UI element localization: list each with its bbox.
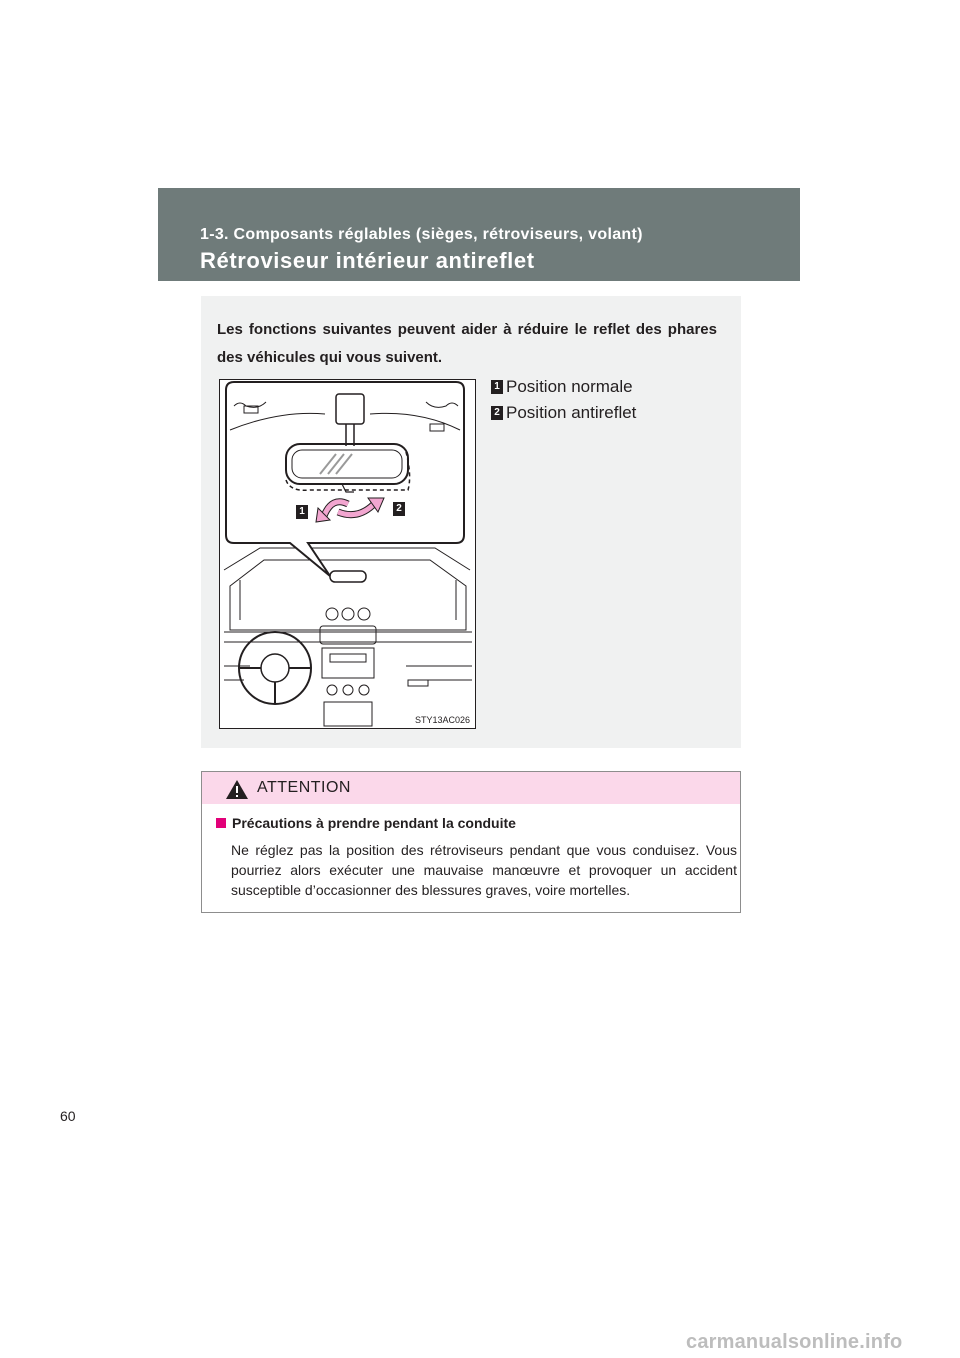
legend-item-2 [491,401,636,425]
page-number: 60 [60,1108,76,1124]
section-label: 1-3. Composants réglables (sièges, rétroviseurs, volant) [200,226,643,243]
callout-number-2: 2 [393,502,405,516]
warning-triangle-icon [226,780,248,799]
legend-item-1 [491,375,633,399]
callout-number-1: 1 [296,505,308,519]
intro-text: Les fonctions suivantes peuvent aider à réduire le reflet des phares des véhicules qui vous suivent. [217,321,717,366]
warning-box [201,771,741,913]
watermark: carmanualsonline.info [686,1331,903,1353]
legend-number-1: 1 [491,380,503,394]
warning-header [202,772,740,804]
legend-label-2: Position antireflet [506,403,637,422]
illustration-code: STY13AC026 [414,715,470,725]
warning-body: Ne réglez pas la position des rétroviseurs pendant que vous conduisez. Vous pourriez alors exécuter une mauvaise manœuvre et provoquer un accident susceptible d’occasionner des blessures graves, voire mortelles. [231,842,737,898]
mirror-illustration [219,379,476,729]
warning-title: ATTENTION [257,779,351,796]
warning-subtitle: Précautions à prendre pendant la conduite [232,815,516,831]
legend-number-2: 2 [491,406,503,420]
page-title: Rétroviseur intérieur antireflet [200,248,535,273]
legend-label-1: Position normale [506,377,633,396]
bullet-square-icon [216,818,226,828]
header-band [158,188,800,281]
intro-panel [201,296,741,748]
mirror-illustration-svg [220,380,475,728]
